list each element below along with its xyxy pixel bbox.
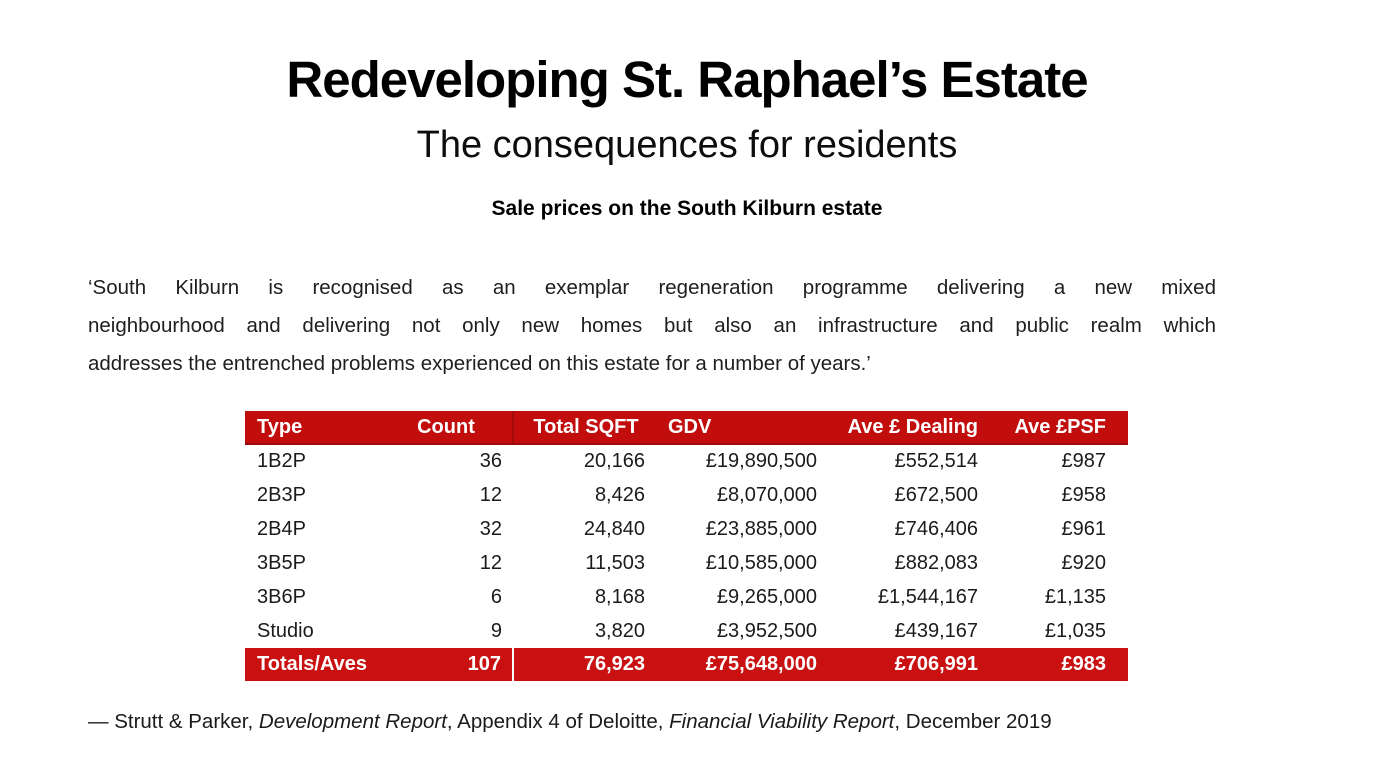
cell-count: 9 — [380, 614, 513, 648]
cell-psf: £987 — [993, 444, 1128, 478]
citation-text: , December 2019 — [894, 710, 1052, 733]
totals-count: 107 — [380, 648, 513, 681]
totals-deal: £706,991 — [830, 648, 993, 681]
cell-gdv: £8,070,000 — [658, 478, 830, 512]
citation-text: — Strutt & Parker, — [88, 710, 259, 733]
cell-gdv: £10,585,000 — [658, 546, 830, 580]
citation-report-title: Development Report — [258, 710, 447, 733]
cell-psf: £961 — [993, 512, 1128, 546]
cell-gdv: £19,890,500 — [658, 444, 830, 478]
citation-text: , Appendix 4 of Deloitte, — [446, 710, 670, 733]
cell-count: 36 — [380, 444, 513, 478]
source-citation — [88, 710, 1052, 734]
cell-psf: £1,135 — [993, 580, 1128, 614]
cell-sqft: 24,840 — [513, 512, 658, 546]
cell-type: 3B6P — [245, 580, 380, 614]
cell-psf: £920 — [993, 546, 1128, 580]
table-row — [245, 512, 1128, 546]
quote-line: neighbourhood and delivering not only new homes but also an infrastructure and public realm which — [88, 314, 1216, 337]
cell-deal: £746,406 — [830, 512, 993, 546]
cell-type: 2B3P — [245, 478, 380, 512]
cell-deal: £672,500 — [830, 478, 993, 512]
quote-line: ‘South Kilburn is recognised as an exemplar regeneration programme delivering a new mixed — [88, 276, 1216, 299]
cell-type: Studio — [245, 614, 380, 648]
table-caption: Sale prices on the South Kilburn estate — [491, 197, 883, 220]
cell-type: 1B2P — [245, 444, 380, 478]
table-row — [245, 546, 1128, 580]
column-header-type: Type — [245, 411, 380, 444]
cell-sqft: 3,820 — [513, 614, 658, 648]
table-row — [245, 478, 1128, 512]
totals-gdv: £75,648,000 — [658, 648, 830, 681]
cell-sqft: 8,426 — [513, 478, 658, 512]
table-row — [245, 614, 1128, 648]
column-header-ave-dealing: Ave £ Dealing — [830, 411, 993, 444]
cell-gdv: £23,885,000 — [658, 512, 830, 546]
column-header-gdv: GDV — [658, 411, 830, 444]
totals-type: Totals/Aves — [245, 648, 380, 681]
table-header-row — [245, 411, 1128, 444]
cell-deal: £439,167 — [830, 614, 993, 648]
cell-psf: £1,035 — [993, 614, 1128, 648]
column-header-count: Count — [380, 411, 513, 444]
citation-report-title: Financial Viability Report — [669, 710, 895, 733]
cell-type: 3B5P — [245, 546, 380, 580]
cell-count: 32 — [380, 512, 513, 546]
cell-type: 2B4P — [245, 512, 380, 546]
cell-sqft: 8,168 — [513, 580, 658, 614]
totals-sqft: 76,923 — [513, 648, 658, 681]
column-header-ave-psf: Ave £PSF — [993, 411, 1128, 444]
cell-count: 12 — [380, 546, 513, 580]
cell-deal: £552,514 — [830, 444, 993, 478]
cell-gdv: £9,265,000 — [658, 580, 830, 614]
column-header-total-sqft: Total SQFT — [513, 411, 658, 444]
cell-sqft: 11,503 — [513, 546, 658, 580]
cell-gdv: £3,952,500 — [658, 614, 830, 648]
table-row — [245, 444, 1128, 478]
table-body — [245, 444, 1128, 648]
cell-count: 12 — [380, 478, 513, 512]
page-subtitle: The consequences for residents — [416, 124, 958, 166]
totals-row — [245, 648, 1128, 681]
cell-count: 6 — [380, 580, 513, 614]
sale-prices-table — [245, 411, 1128, 681]
quote-paragraph — [88, 269, 1216, 383]
cell-deal: £1,544,167 — [830, 580, 993, 614]
table-row — [245, 580, 1128, 614]
cell-psf: £958 — [993, 478, 1128, 512]
cell-sqft: 20,166 — [513, 444, 658, 478]
page-title: Redeveloping St. Raphael’s Estate — [286, 51, 1088, 108]
totals-psf: £983 — [993, 648, 1128, 681]
cell-deal: £882,083 — [830, 546, 993, 580]
quote-line: addresses the entrenched problems experienced on this estate for a number of years.’ — [88, 352, 871, 375]
